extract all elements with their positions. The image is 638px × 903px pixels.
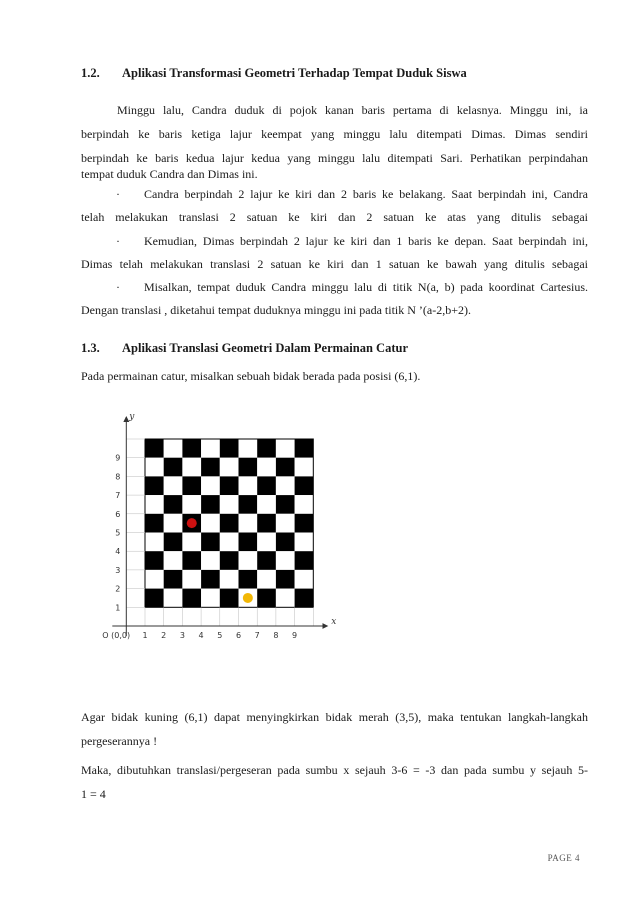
board-square [145,514,164,533]
board-square [276,514,295,533]
board-square [239,570,258,589]
board-square [201,570,220,589]
board-square [201,495,220,514]
origin-label: O (0,0) [102,631,131,640]
board-square [276,476,295,495]
board-square [257,533,276,552]
board-square [182,495,201,514]
paragraph-line: Pada permainan catur, misalkan sebuah bidak berada pada posisi (6,1). [81,369,421,383]
board-square [276,589,295,608]
bullet-symbol: · [116,187,120,201]
board-square [239,533,258,552]
board-square [145,533,164,552]
board-square [276,495,295,514]
x-tick-label: 9 [292,631,298,640]
board-square [164,589,183,608]
x-tick-label: 6 [235,631,242,640]
bullet-symbol: · [116,234,120,248]
red-piece [187,518,197,528]
y-tick-label: 6 [115,509,121,519]
bullet-continuation: telah melakukan translasi 2 satuan ke kiri dan 2 satuan ke atas yang ditulis sebagai [81,210,588,224]
bullet-continuation: Dengan translasi , diketahui tempat duduknya minggu ini pada titik N ’(a-2,b+2). [81,303,472,317]
board-square [164,458,183,477]
board-square [164,570,183,589]
board-square [182,439,201,458]
board-square [220,514,239,533]
board-square [182,533,201,552]
section-number: 1.2. [81,66,100,80]
board-square [257,570,276,589]
paragraph-line: berpindah ke baris kedua lajur kedua yang minggu lalu ditempati Sari. Perhatikan perpindahan [81,151,588,165]
board-square [257,514,276,533]
board-square [239,551,258,570]
board-square [295,533,314,552]
board-square [220,533,239,552]
board-square [201,589,220,608]
board-square [220,589,239,608]
y-tick-label: 8 [115,472,121,482]
bullet-text: Kemudian, Dimas berpindah 2 lajur ke kiri dan 1 baris ke depan. Saat berpindah ini, [144,234,588,248]
section-title: Aplikasi Transformasi Geometri Terhadap Tempat Duduk Siswa [122,66,467,80]
board-square [201,476,220,495]
y-tick-label: 7 [115,491,121,501]
board-square [182,570,201,589]
answer-line: Maka, dibutuhkan translasi/pergeseran pada sumbu x sejauh 3-6 = -3 dan pada sumbu y sejauh 5- [81,763,588,777]
x-tick-label: 8 [273,631,279,640]
board-square [145,551,164,570]
y-tick-labels [115,454,120,613]
board-square [145,439,164,458]
section-number: 1.3. [81,341,100,355]
board-square [145,589,164,608]
x-tick-label: 4 [198,631,204,640]
board-square [276,458,295,477]
board-square [295,514,314,533]
board-square [220,551,239,570]
yellow-piece [243,593,253,603]
board-square [220,439,239,458]
x-tick-label: 7 [254,631,260,640]
x-axis-label: x [331,617,337,627]
board-square [257,476,276,495]
board-square [145,458,164,477]
paragraph-line: tempat duduk Candra dan Dimas ini. [81,167,258,181]
board-square [182,476,201,495]
board-square [276,570,295,589]
bullet-symbol: · [116,280,120,294]
x-tick-label: 3 [179,631,185,640]
x-tick-label: 1 [142,631,148,640]
y-tick-label: 2 [115,584,121,594]
board-square [295,551,314,570]
board-square [164,476,183,495]
board-square [201,458,220,477]
x-tick-labels [142,631,297,640]
y-tick-label: 5 [115,528,121,538]
board-square [164,514,183,533]
board-square [201,551,220,570]
board-square [182,551,201,570]
board-square [239,514,258,533]
board-square [295,570,314,589]
board-square [220,476,239,495]
y-tick-label: 1 [115,603,121,613]
section-title: Aplikasi Translasi Geometri Dalam Permainan Catur [122,341,408,355]
paragraph-line: Minggu lalu, Candra duduk di pojok kanan baris pertama di kelasnya. Minggu ini, ia [117,103,588,117]
x-tick-label: 5 [217,631,223,640]
board-square [295,589,314,608]
bullet-continuation: Dimas telah melakukan translasi 2 satuan ke kiri dan 1 satuan ke bawah yang ditulis sebagai [81,257,588,271]
board-square [257,551,276,570]
board-square [145,570,164,589]
board-square [295,439,314,458]
board-square [164,495,183,514]
board-square [220,570,239,589]
board-square [295,458,314,477]
board-square [276,439,295,458]
bullet-text: Candra berpindah 2 lajur ke kiri dan 2 baris ke belakang. Saat berpindah ini, Candra [144,187,588,201]
board-square [220,458,239,477]
board-square [295,476,314,495]
board-square [239,476,258,495]
board-square [145,476,164,495]
page-number: PAGE 4 [547,853,580,863]
x-tick-label: 2 [161,631,167,640]
paragraph-line: berpindah ke baris ketiga lajur keempat yang minggu lalu ditempati Dimas. Dimas sendiri [81,127,588,141]
board-square [276,533,295,552]
board-square [164,551,183,570]
answer-line: 1 = 4 [81,787,106,801]
board-square [164,439,183,458]
y-tick-label: 3 [115,565,121,575]
y-tick-label: 4 [115,547,121,557]
board-square [295,495,314,514]
board-square [201,533,220,552]
y-tick-label: 9 [115,453,121,463]
bullet-text: Misalkan, tempat duduk Candra minggu lalu di titik N(a, b) pada koordinat Cartesius. [144,280,588,294]
question-line: Agar bidak kuning (6,1) dapat menyingkirkan bidak merah (3,5), maka tentukan langkah-langkah [81,710,588,724]
board-square [257,589,276,608]
y-axis-label: y [129,412,135,422]
board-square [257,439,276,458]
chess-coordinate-figure [88,397,348,659]
board-square [239,439,258,458]
board-square [257,458,276,477]
board-square [276,551,295,570]
board-square [145,495,164,514]
board-square [239,458,258,477]
question-line: pergeserannya ! [81,734,158,748]
board-square [182,589,201,608]
board-square [201,514,220,533]
section-heading-1-2 [81,66,467,81]
board-square [182,458,201,477]
board-square [201,439,220,458]
board-square [239,495,258,514]
board-square [220,495,239,514]
board-square [164,533,183,552]
section-heading-1-3 [81,341,408,356]
chess-board [126,439,313,626]
board-square [257,495,276,514]
